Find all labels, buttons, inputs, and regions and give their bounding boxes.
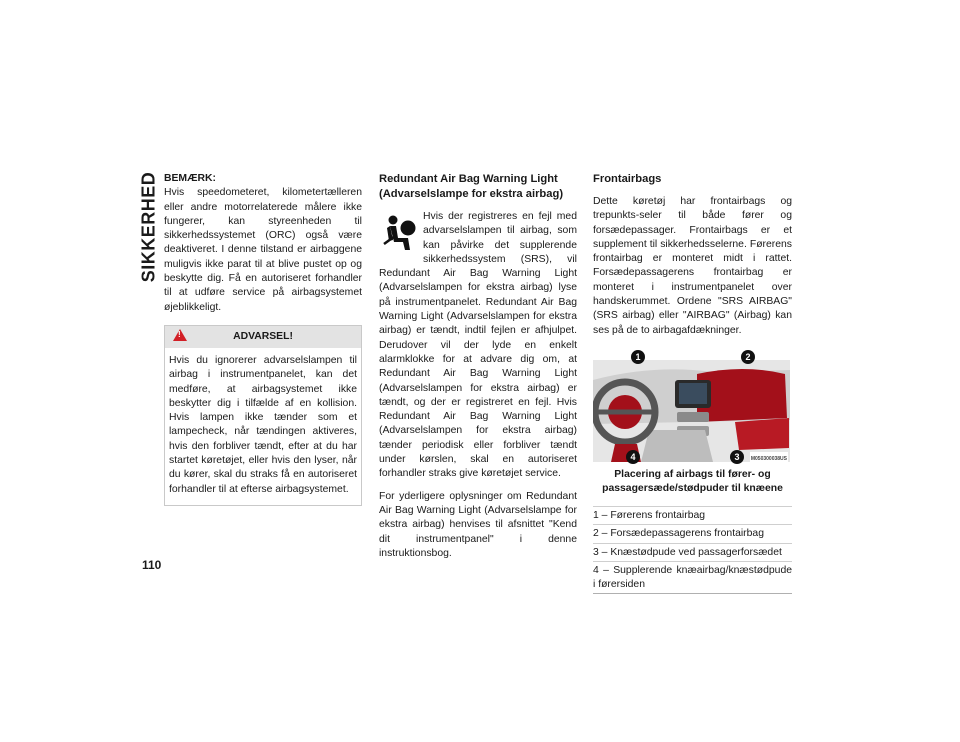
column-3 (593, 172, 792, 594)
heading-line-1: Redundant Air Bag Warning Light (379, 173, 558, 185)
dashboard-drawing (593, 360, 790, 462)
dashboard-illustration (593, 360, 790, 462)
legend-item: 1 – Førerens frontairbag (593, 506, 792, 524)
legend-item: 2 – Forsædepassagerens frontairbag (593, 524, 792, 542)
figure-code: M050300038US (750, 452, 788, 466)
frontairbags-heading: Frontairbags (593, 173, 662, 185)
legend-item: 3 – Knæstødpude ved passagerforsædet (593, 543, 792, 561)
column-2 (379, 172, 577, 561)
note-title: BEMÆRK: (164, 173, 216, 184)
warning-box (164, 325, 362, 506)
column-1 (164, 172, 362, 506)
note-body: Hvis speedometeret, kilometertælleren eller andre motorrelaterede målere ikke fungerer, kan styreenheden til sikkerhedssystemet (ORC) også være deaktiveret. I denne tilstand er airbaggene muligvis ikke parat til at blive pustet op og beskytte dig. Få en autoriseret forhandler til at udføre service på airbagsystemet øjeblikkeligt. (164, 187, 362, 313)
frontairbags-paragraph: Dette køretøj har frontairbags og trepunkts-seler til både fører og forsædepassager. Frontairbags er et supplement til sikkerhedsselerne. Førerens frontairbag er monteret midt i rattet. Forsædepassagerens frontairbag er monteret i instrumentpanelet over handskerummet. Ordene "SRS AIRBAG" (SRS airbag) eller "AIRBAG" (Airbag) kan ses på de to airbagafdækninger. (593, 196, 792, 336)
figure-caption: Placering af airbags til fører- og passagersæde/stødpuder til knæene (602, 468, 783, 494)
callout-2: 2 (741, 350, 755, 364)
warning-body: Hvis du ignorerer advarselslampen til airbag i instrumentpanelet, kan det medføre, at airbagsystemet ikke beskytter dig i tilfælde af en kollision. Hvis lampen ikke tænder som et lampecheck, når tændingen aktiveres, hvis den forbliver tændt, efter at du har startet køretøjet, eller hvis den lyser, når du kører, skal du straks få en autoriseret forhandler til at efterse airbagsystemet. (169, 354, 357, 495)
figure-legend (593, 506, 792, 594)
callout-4: 4 (626, 450, 640, 464)
redundant-airbag-heading (379, 172, 577, 202)
warning-header (165, 326, 361, 348)
section-title: SIKKERHED (138, 171, 159, 283)
warning-title: ADVARSEL! (233, 330, 293, 342)
airbag-location-figure (593, 346, 790, 466)
legend-item: 4 – Supplerende knæairbag/knæstødpude i førersiden (593, 561, 792, 594)
heading-line-2: (Advarselslampe for ekstra airbag) (379, 188, 564, 200)
airbag-warning-icon (381, 214, 417, 252)
callout-1: 1 (631, 350, 645, 364)
warning-triangle-icon (173, 329, 187, 341)
section-side-tab (138, 172, 160, 282)
page-number: 110 (142, 558, 162, 572)
redundant-airbag-paragraph-1: Hvis der registreres en fejl med advarselslampen til airbag, som kan påvirke det supplerende sikkerhedssystem (SRS), vil Redundant Air Bag Warning Light (Advarselslampen for ekstra airbag) lyse på instrumentpanelet. Redundant Air Bag Warning Light (Advarselslampen for ekstra airbag) er tændt, indtil fejlen er afhjulpet. Derudover vil der lyde en enkelt alarmklokke for at advare dig om, at Redundant Air Bag Warning Light (Advarselslampen for ekstra airbag) er tændt, og der er registreret en fejl. Hvis Redundant Air Bag Warning Light (Advarselslampen for ekstra airbag) tænder periodisk eller forbliver tændt under kørslen, skal en autoriseret forhandler straks give køretøjet service. (379, 211, 577, 480)
redundant-airbag-paragraph-2: For yderligere oplysninger om Redundant Air Bag Warning Light (Advarselslampe for ekstra airbag) henvises til afsnittet "Kend dit instrumentpanel" i denne instruktionsbog. (379, 490, 577, 559)
callout-3: 3 (730, 450, 744, 464)
